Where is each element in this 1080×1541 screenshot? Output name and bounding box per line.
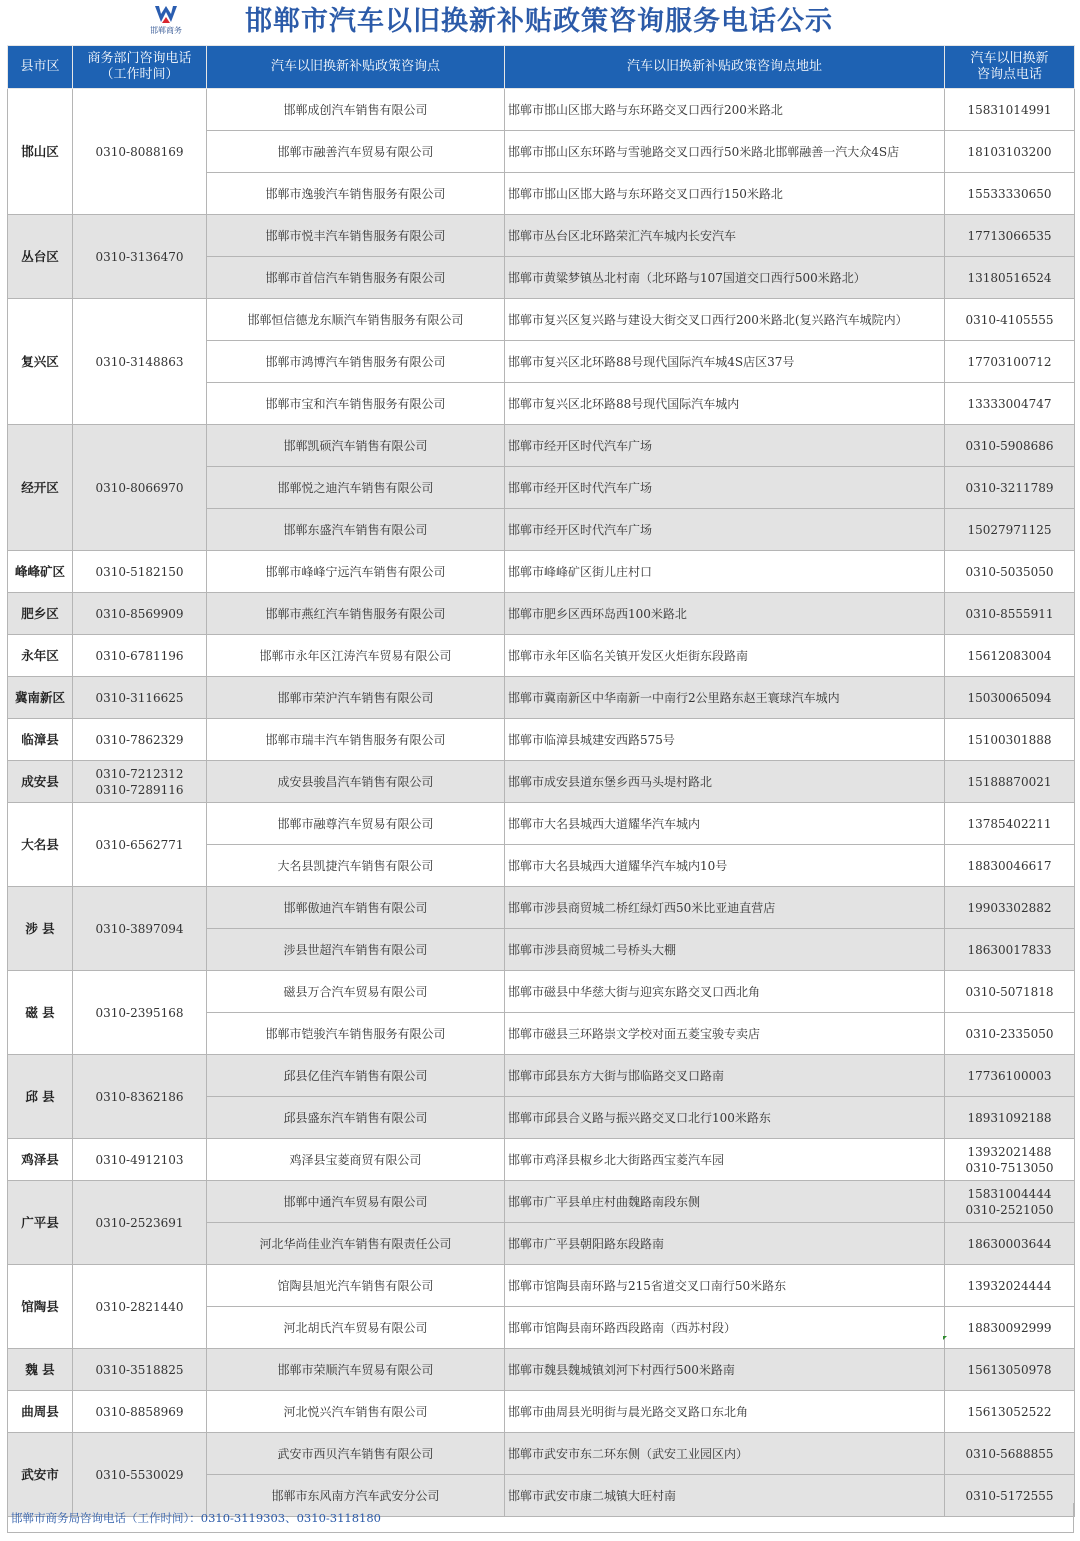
point-phone-cell: 17703100712 <box>945 341 1075 383</box>
consult-point-cell: 鸡泽县宝菱商贸有限公司 <box>207 1139 505 1181</box>
district-group <box>8 803 1075 887</box>
address-cell: 邯郸市邱县东方大街与邯临路交叉口路南 <box>505 1055 945 1097</box>
dept-phone-cell: 0310-3136470 <box>73 215 207 299</box>
point-phone-cell: 18630003644 <box>945 1223 1075 1265</box>
district-group <box>8 89 1075 215</box>
consult-point-cell: 邯郸市永年区江涛汽车贸易有限公司 <box>207 635 505 677</box>
address-cell: 邯郸市馆陶县南环路与215省道交叉口南行50米路东 <box>505 1265 945 1307</box>
district-group <box>8 425 1075 551</box>
consult-table <box>7 45 1075 1517</box>
point-phone-cell: 18830092999 <box>945 1307 1075 1349</box>
district-cell: 魏 县 <box>8 1349 73 1391</box>
address-cell: 邯郸市峰峰矿区街儿庄村口 <box>505 551 945 593</box>
district-group <box>8 761 1075 803</box>
address-cell: 邯郸市邯山区邯大路与东环路交叉口西行200米路北 <box>505 89 945 131</box>
consult-point-cell: 大名县凯捷汽车销售有限公司 <box>207 845 505 887</box>
consult-point-cell: 邯郸市融尊汽车贸易有限公司 <box>207 803 505 845</box>
address-cell: 邯郸市磁县中华慈大街与迎宾东路交叉口西北角 <box>505 971 945 1013</box>
point-phone-cell: 13180516524 <box>945 257 1075 299</box>
district-cell: 曲周县 <box>8 1391 73 1433</box>
point-phone-cell: 0310-2335050 <box>945 1013 1075 1055</box>
district-cell: 广平县 <box>8 1181 73 1265</box>
address-cell: 邯郸市邯山区东环路与雪驰路交叉口西行50米路北邯郸融善一汽大众4S店 <box>505 131 945 173</box>
column-header-district: 县市区 <box>8 46 73 89</box>
point-phone-cell: 0310-3211789 <box>945 467 1075 509</box>
point-phone-cell: 0310-5908686 <box>945 425 1075 467</box>
consult-point-cell: 邱县盛东汽车销售有限公司 <box>207 1097 505 1139</box>
dept-phone-cell: 0310-8362186 <box>73 1055 207 1139</box>
district-group <box>8 299 1075 425</box>
consult-point-cell: 邯郸市瑞丰汽车销售服务有限公司 <box>207 719 505 761</box>
district-group <box>8 1181 1075 1265</box>
address-cell: 邯郸市广平县单庄村曲魏路南段东侧 <box>505 1181 945 1223</box>
column-header-consult-point: 汽车以旧换新补贴政策咨询点 <box>207 46 505 89</box>
table-row <box>8 593 1075 635</box>
district-group <box>8 971 1075 1055</box>
consult-point-cell: 武安市西贝汽车销售有限公司 <box>207 1433 505 1475</box>
table-row <box>8 719 1075 761</box>
dept-phone-cell: 0310-2821440 <box>73 1265 207 1349</box>
consult-point-cell: 邯郸市荣沪汽车销售有限公司 <box>207 677 505 719</box>
table-row <box>8 215 1075 257</box>
table-row <box>8 1139 1075 1181</box>
address-cell: 邯郸市复兴区北环路88号现代国际汽车城4S店区37号 <box>505 341 945 383</box>
page-title: 邯郸市汽车以旧换新补贴政策咨询服务电话公示 <box>245 6 833 37</box>
point-phone-cell: 0310-5071818 <box>945 971 1075 1013</box>
consult-point-cell: 邯郸市荣顺汽车贸易有限公司 <box>207 1349 505 1391</box>
district-group <box>8 719 1075 761</box>
table-row <box>8 803 1075 845</box>
district-group <box>8 887 1075 971</box>
point-phone-cell: 19903302882 <box>945 887 1075 929</box>
consult-point-cell: 邯郸市东风南方汽车武安分公司 <box>207 1475 505 1517</box>
dept-phone-cell: 0310-3116625 <box>73 677 207 719</box>
district-cell: 永年区 <box>8 635 73 677</box>
dept-phone-cell: 0310-8569909 <box>73 593 207 635</box>
address-cell: 邯郸市黄粱梦镇丛北村南（北环路与107国道交口西行500米路北） <box>505 257 945 299</box>
footer-note: 邯郸市商务局咨询电话（工作时间）：0310-3119303、0310-3118180 <box>7 1503 1074 1533</box>
district-group <box>8 593 1075 635</box>
table-row <box>8 887 1075 929</box>
consult-point-cell: 邯郸恒信德龙东顺汽车销售服务有限公司 <box>207 299 505 341</box>
district-group <box>8 677 1075 719</box>
district-group <box>8 1139 1075 1181</box>
address-cell: 邯郸市曲周县光明街与晨光路交叉路口东北角 <box>505 1391 945 1433</box>
table-row <box>8 1433 1075 1475</box>
consult-point-cell: 涉县世超汽车销售有限公司 <box>207 929 505 971</box>
address-cell: 邯郸市复兴区北环路88号现代国际汽车城内 <box>505 383 945 425</box>
address-cell: 邯郸市永年区临名关镇开发区火炬街东段路南 <box>505 635 945 677</box>
district-cell: 丛台区 <box>8 215 73 299</box>
point-phone-cell: 18830046617 <box>945 845 1075 887</box>
address-cell: 邯郸市大名县城西大道耀华汽车城内10号 <box>505 845 945 887</box>
consult-point-cell: 邱县亿佳汽车销售有限公司 <box>207 1055 505 1097</box>
district-cell: 临漳县 <box>8 719 73 761</box>
point-phone-cell: 15612083004 <box>945 635 1075 677</box>
district-cell: 磁 县 <box>8 971 73 1055</box>
dept-phone-cell: 0310-6562771 <box>73 803 207 887</box>
table-row <box>8 89 1075 131</box>
district-group <box>8 1391 1075 1433</box>
point-phone-cell: 15100301888 <box>945 719 1075 761</box>
consult-point-cell: 磁县万合汽车贸易有限公司 <box>207 971 505 1013</box>
point-phone-cell: 18931092188 <box>945 1097 1075 1139</box>
district-cell: 邱 县 <box>8 1055 73 1139</box>
district-group <box>8 1055 1075 1139</box>
address-cell: 邯郸市冀南新区中华南新一中南行2公里路东赵王寰球汽车城内 <box>505 677 945 719</box>
point-phone-cell: 13333004747 <box>945 383 1075 425</box>
address-cell: 邯郸市丛台区北环路荣汇汽车城内长安汽车 <box>505 215 945 257</box>
consult-point-cell: 邯郸中通汽车贸易有限公司 <box>207 1181 505 1223</box>
cell-comment-marker <box>943 1336 947 1340</box>
consult-point-cell: 邯郸市鸿博汽车销售服务有限公司 <box>207 341 505 383</box>
page-header <box>0 0 1080 44</box>
address-cell: 邯郸市武安市东二环东侧（武安工业园区内） <box>505 1433 945 1475</box>
table-row <box>8 1181 1075 1223</box>
logo-icon <box>153 4 179 26</box>
consult-point-cell: 河北胡氏汽车贸易有限公司 <box>207 1307 505 1349</box>
address-cell: 邯郸市馆陶县南环路西段路南（西苏村段） <box>505 1307 945 1349</box>
district-group <box>8 1265 1075 1349</box>
point-phone-cell: 15613052522 <box>945 1391 1075 1433</box>
consult-point-cell: 邯郸市宝和汽车销售服务有限公司 <box>207 383 505 425</box>
consult-point-cell: 邯郸市铠骏汽车销售服务有限公司 <box>207 1013 505 1055</box>
district-cell: 复兴区 <box>8 299 73 425</box>
district-group <box>8 1349 1075 1391</box>
address-cell: 邯郸市经开区时代汽车广场 <box>505 467 945 509</box>
table-row <box>8 1391 1075 1433</box>
table-row <box>8 425 1075 467</box>
district-cell: 涉 县 <box>8 887 73 971</box>
address-cell: 邯郸市魏县魏城镇刘河下村西行500米路南 <box>505 1349 945 1391</box>
table-row <box>8 677 1075 719</box>
address-cell: 邯郸市鸡泽县椒乡北大街路西宝菱汽车园 <box>505 1139 945 1181</box>
district-group <box>8 215 1075 299</box>
logo <box>146 4 186 40</box>
point-phone-cell: 15188870021 <box>945 761 1075 803</box>
district-cell: 峰峰矿区 <box>8 551 73 593</box>
point-phone-cell: 15831014991 <box>945 89 1075 131</box>
consult-point-cell: 邯郸傲迪汽车销售有限公司 <box>207 887 505 929</box>
address-cell: 邯郸市临漳县城建安西路575号 <box>505 719 945 761</box>
point-phone-cell: 0310-8555911 <box>945 593 1075 635</box>
district-cell: 武安市 <box>8 1433 73 1517</box>
district-cell: 成安县 <box>8 761 73 803</box>
district-cell: 冀南新区 <box>8 677 73 719</box>
consult-point-cell: 邯郸东盛汽车销售有限公司 <box>207 509 505 551</box>
consult-point-cell: 邯郸市燕红汽车销售服务有限公司 <box>207 593 505 635</box>
dept-phone-cell: 0310-7862329 <box>73 719 207 761</box>
consult-point-cell: 邯郸市融善汽车贸易有限公司 <box>207 131 505 173</box>
consult-point-cell: 邯郸市逸骏汽车销售服务有限公司 <box>207 173 505 215</box>
dept-phone-cell: 0310-7212312 0310-7289116 <box>73 761 207 803</box>
table-row <box>8 299 1075 341</box>
address-cell: 邯郸市广平县朝阳路东段路南 <box>505 1223 945 1265</box>
dept-phone-cell: 0310-3518825 <box>73 1349 207 1391</box>
point-phone-cell: 13785402211 <box>945 803 1075 845</box>
address-cell: 邯郸市涉县商贸城二桥红绿灯西50米比亚迪直营店 <box>505 887 945 929</box>
consult-point-cell: 馆陶县旭光汽车销售有限公司 <box>207 1265 505 1307</box>
consult-point-cell: 邯郸凯硕汽车销售有限公司 <box>207 425 505 467</box>
district-group <box>8 635 1075 677</box>
address-cell: 邯郸市大名县城西大道耀华汽车城内 <box>505 803 945 845</box>
table-header-row <box>8 46 1075 89</box>
dept-phone-cell: 0310-8088169 <box>73 89 207 215</box>
consult-point-cell: 邯郸成创汽车销售有限公司 <box>207 89 505 131</box>
district-cell: 肥乡区 <box>8 593 73 635</box>
address-cell: 邯郸市经开区时代汽车广场 <box>505 425 945 467</box>
table-row <box>8 1349 1075 1391</box>
point-phone-cell: 15030065094 <box>945 677 1075 719</box>
point-phone-cell: 0310-5172555 <box>945 1475 1075 1517</box>
point-phone-cell: 13932021488 0310-7513050 <box>945 1139 1075 1181</box>
dept-phone-cell: 0310-3148863 <box>73 299 207 425</box>
district-cell: 邯山区 <box>8 89 73 215</box>
dept-phone-cell: 0310-2523691 <box>73 1181 207 1265</box>
dept-phone-cell: 0310-5182150 <box>73 551 207 593</box>
table-row <box>8 1055 1075 1097</box>
table-row <box>8 971 1075 1013</box>
address-cell: 邯郸市邱县合义路与振兴路交叉口北行100米路东 <box>505 1097 945 1139</box>
dept-phone-cell: 0310-8066970 <box>73 425 207 551</box>
consult-point-cell: 邯郸市悦丰汽车销售服务有限公司 <box>207 215 505 257</box>
address-cell: 邯郸市经开区时代汽车广场 <box>505 509 945 551</box>
dept-phone-cell: 0310-2395168 <box>73 971 207 1055</box>
consult-point-cell: 成安县骏昌汽车销售有限公司 <box>207 761 505 803</box>
address-cell: 邯郸市成安县道东堡乡西马头堤村路北 <box>505 761 945 803</box>
district-cell: 大名县 <box>8 803 73 887</box>
dept-phone-cell: 0310-5530029 <box>73 1433 207 1517</box>
address-cell: 邯郸市磁县三环路崇文学校对面五菱宝骏专卖店 <box>505 1013 945 1055</box>
district-cell: 经开区 <box>8 425 73 551</box>
address-cell: 邯郸市武安市康二城镇大旺村南 <box>505 1475 945 1517</box>
column-header-address: 汽车以旧换新补贴政策咨询点地址 <box>505 46 945 89</box>
district-group <box>8 551 1075 593</box>
address-cell: 邯郸市涉县商贸城二号桥头大棚 <box>505 929 945 971</box>
table-row <box>8 551 1075 593</box>
consult-point-cell: 邯郸市首信汽车销售服务有限公司 <box>207 257 505 299</box>
district-cell: 馆陶县 <box>8 1265 73 1349</box>
point-phone-cell: 0310-5035050 <box>945 551 1075 593</box>
consult-point-cell: 河北悦兴汽车销售有限公司 <box>207 1391 505 1433</box>
point-phone-cell: 18103103200 <box>945 131 1075 173</box>
point-phone-cell: 18630017833 <box>945 929 1075 971</box>
point-phone-cell: 15027971125 <box>945 509 1075 551</box>
address-cell: 邯郸市邯山区邯大路与东环路交叉口西行150米路北 <box>505 173 945 215</box>
point-phone-cell: 17736100003 <box>945 1055 1075 1097</box>
dept-phone-cell: 0310-3897094 <box>73 887 207 971</box>
district-cell: 鸡泽县 <box>8 1139 73 1181</box>
consult-point-cell: 邯郸悦之迪汽车销售有限公司 <box>207 467 505 509</box>
point-phone-cell: 13932024444 <box>945 1265 1075 1307</box>
point-phone-cell: 0310-5688855 <box>945 1433 1075 1475</box>
column-header-dept-phone: 商务部门咨询电话 （工作时间） <box>73 46 207 89</box>
consult-point-cell: 河北华尚佳业汽车销售有限责任公司 <box>207 1223 505 1265</box>
consult-point-cell: 邯郸市峰峰宁远汽车销售有限公司 <box>207 551 505 593</box>
logo-text: 邯郸商务 <box>150 26 182 35</box>
table-row <box>8 635 1075 677</box>
point-phone-cell: 15533330650 <box>945 173 1075 215</box>
point-phone-cell: 15831004444 0310-2521050 <box>945 1181 1075 1223</box>
point-phone-cell: 0310-4105555 <box>945 299 1075 341</box>
dept-phone-cell: 0310-6781196 <box>73 635 207 677</box>
point-phone-cell: 17713066535 <box>945 215 1075 257</box>
address-cell: 邯郸市复兴区复兴路与建设大街交叉口西行200米路北(复兴路汽车城院内） <box>505 299 945 341</box>
column-header-point-phone: 汽车以旧换新 咨询点电话 <box>945 46 1075 89</box>
dept-phone-cell: 0310-4912103 <box>73 1139 207 1181</box>
table-row <box>8 1265 1075 1307</box>
dept-phone-cell: 0310-8858969 <box>73 1391 207 1433</box>
address-cell: 邯郸市肥乡区西环岛西100米路北 <box>505 593 945 635</box>
point-phone-cell: 15613050978 <box>945 1349 1075 1391</box>
table-row <box>8 761 1075 803</box>
